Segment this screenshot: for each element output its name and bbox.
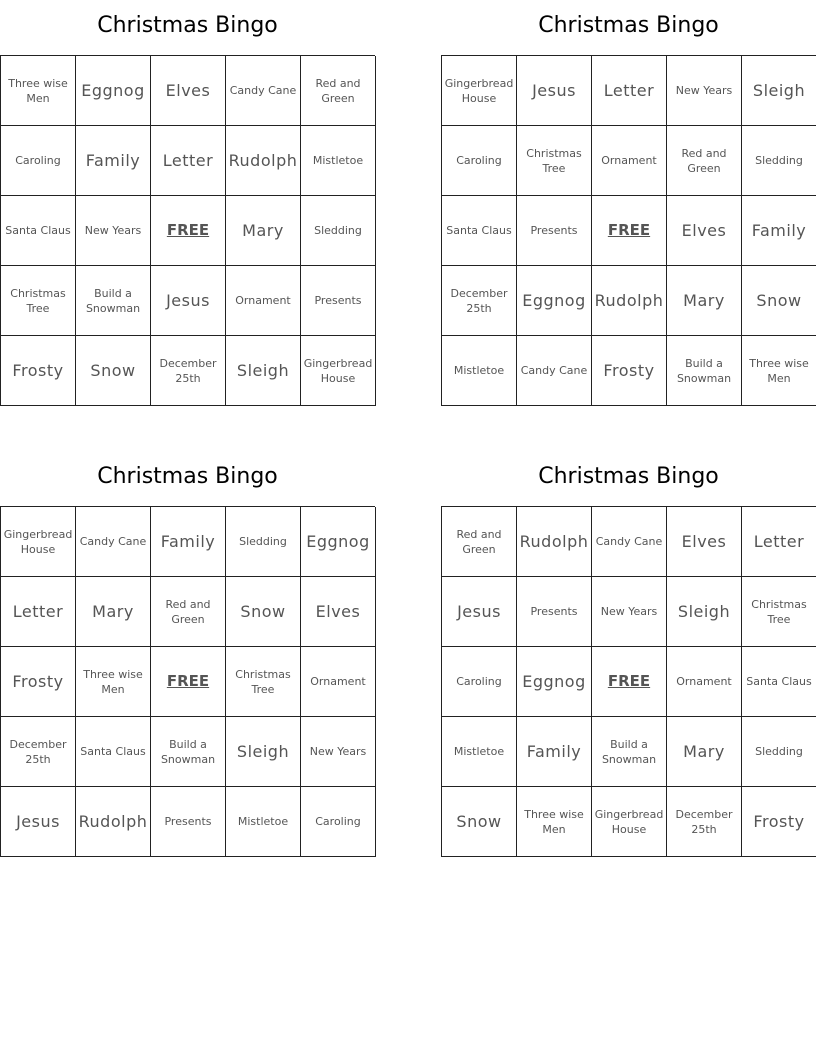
bingo-cell: Snow bbox=[226, 577, 301, 647]
bingo-cell: Candy Cane bbox=[592, 507, 667, 577]
bingo-cell: Rudolph bbox=[592, 266, 667, 336]
bingo-cell: Elves bbox=[301, 577, 376, 647]
bingo-grid bbox=[0, 506, 375, 857]
bingo-cell: New Years bbox=[301, 717, 376, 787]
bingo-cell: Caroling bbox=[442, 126, 517, 196]
bingo-cell: Mary bbox=[76, 577, 151, 647]
free-space-cell: FREE bbox=[592, 647, 667, 717]
bingo-cell: Santa Claus bbox=[76, 717, 151, 787]
bingo-cell: December 25th bbox=[442, 266, 517, 336]
bingo-cell: Sledding bbox=[226, 507, 301, 577]
card-title: Christmas Bingo bbox=[538, 463, 719, 489]
card-title: Christmas Bingo bbox=[97, 463, 278, 489]
bingo-cell: Build a Snowman bbox=[151, 717, 226, 787]
bingo-cell: Mistletoe bbox=[442, 336, 517, 406]
bingo-cell: Candy Cane bbox=[517, 336, 592, 406]
bingo-cell: Snow bbox=[442, 787, 517, 857]
bingo-cell: Jesus bbox=[442, 577, 517, 647]
bingo-cell: Red and Green bbox=[301, 56, 376, 126]
bingo-cell: Letter bbox=[1, 577, 76, 647]
card-title: Christmas Bingo bbox=[97, 12, 278, 38]
bingo-cell: Rudolph bbox=[76, 787, 151, 857]
bingo-cell: Santa Claus bbox=[442, 196, 517, 266]
bingo-cell: Sledding bbox=[742, 126, 816, 196]
bingo-cell: Presents bbox=[301, 266, 376, 336]
bingo-cell: Rudolph bbox=[226, 126, 301, 196]
bingo-cell: Sleigh bbox=[667, 577, 742, 647]
bingo-cell: Snow bbox=[742, 266, 816, 336]
bingo-cell: Gingerbread House bbox=[592, 787, 667, 857]
bingo-cell: Christmas Tree bbox=[1, 266, 76, 336]
bingo-cell: Christmas Tree bbox=[742, 577, 816, 647]
bingo-cell: Sledding bbox=[301, 196, 376, 266]
bingo-cell: Eggnog bbox=[76, 56, 151, 126]
bingo-cell: Ornament bbox=[667, 647, 742, 717]
bingo-cell: Three wise Men bbox=[1, 56, 76, 126]
bingo-cell: Presents bbox=[151, 787, 226, 857]
bingo-cell: Family bbox=[151, 507, 226, 577]
bingo-cell: Christmas Tree bbox=[517, 126, 592, 196]
bingo-cell: New Years bbox=[76, 196, 151, 266]
bingo-grid bbox=[0, 55, 375, 406]
free-space-cell: FREE bbox=[592, 196, 667, 266]
free-space-cell: FREE bbox=[151, 196, 226, 266]
bingo-grid bbox=[441, 506, 816, 857]
bingo-cell: Sleigh bbox=[226, 717, 301, 787]
bingo-cell: Family bbox=[76, 126, 151, 196]
bingo-cell: Red and Green bbox=[151, 577, 226, 647]
bingo-cell: Jesus bbox=[517, 56, 592, 126]
bingo-cell: Family bbox=[517, 717, 592, 787]
bingo-cell: Frosty bbox=[1, 647, 76, 717]
bingo-cell: Eggnog bbox=[301, 507, 376, 577]
bingo-cell: Family bbox=[742, 196, 816, 266]
bingo-cell: Mistletoe bbox=[301, 126, 376, 196]
bingo-cell: Christmas Tree bbox=[226, 647, 301, 717]
bingo-cell: Mistletoe bbox=[226, 787, 301, 857]
bingo-cell: Santa Claus bbox=[1, 196, 76, 266]
bingo-cell: Build a Snowman bbox=[667, 336, 742, 406]
bingo-cell: Presents bbox=[517, 196, 592, 266]
card-title: Christmas Bingo bbox=[538, 12, 719, 38]
bingo-cell: Presents bbox=[517, 577, 592, 647]
bingo-cell: Gingerbread House bbox=[1, 507, 76, 577]
bingo-cell: Mary bbox=[667, 717, 742, 787]
bingo-cell: Mistletoe bbox=[442, 717, 517, 787]
bingo-cell: Letter bbox=[592, 56, 667, 126]
bingo-cell: Caroling bbox=[1, 126, 76, 196]
free-space-cell: FREE bbox=[151, 647, 226, 717]
bingo-cell: Mary bbox=[667, 266, 742, 336]
bingo-cell: Sleigh bbox=[742, 56, 816, 126]
bingo-cell: Caroling bbox=[442, 647, 517, 717]
bingo-cell: Gingerbread House bbox=[301, 336, 376, 406]
bingo-cell: Three wise Men bbox=[76, 647, 151, 717]
bingo-cell: Snow bbox=[76, 336, 151, 406]
bingo-cell: Elves bbox=[667, 196, 742, 266]
bingo-cell: Sledding bbox=[742, 717, 816, 787]
bingo-cell: December 25th bbox=[1, 717, 76, 787]
bingo-cell: Santa Claus bbox=[742, 647, 816, 717]
bingo-cell: Sleigh bbox=[226, 336, 301, 406]
bingo-cell: Three wise Men bbox=[742, 336, 816, 406]
bingo-cell: Red and Green bbox=[442, 507, 517, 577]
bingo-cell: Ornament bbox=[301, 647, 376, 717]
bingo-cell: New Years bbox=[667, 56, 742, 126]
bingo-cell: Candy Cane bbox=[76, 507, 151, 577]
bingo-cell: Jesus bbox=[1, 787, 76, 857]
bingo-cell: Jesus bbox=[151, 266, 226, 336]
bingo-cell: Mary bbox=[226, 196, 301, 266]
bingo-cell: Candy Cane bbox=[226, 56, 301, 126]
bingo-cell: Eggnog bbox=[517, 647, 592, 717]
bingo-cell: Red and Green bbox=[667, 126, 742, 196]
bingo-cell: December 25th bbox=[667, 787, 742, 857]
bingo-cell: New Years bbox=[592, 577, 667, 647]
bingo-cell: Elves bbox=[151, 56, 226, 126]
bingo-cell: Frosty bbox=[592, 336, 667, 406]
bingo-cell: Caroling bbox=[301, 787, 376, 857]
bingo-grid bbox=[441, 55, 816, 406]
bingo-cell: Elves bbox=[667, 507, 742, 577]
bingo-cell: Build a Snowman bbox=[76, 266, 151, 336]
bingo-cell: Rudolph bbox=[517, 507, 592, 577]
bingo-cell: Letter bbox=[151, 126, 226, 196]
bingo-cell: Ornament bbox=[592, 126, 667, 196]
bingo-cell: Three wise Men bbox=[517, 787, 592, 857]
bingo-cell: Frosty bbox=[1, 336, 76, 406]
bingo-cell: Build a Snowman bbox=[592, 717, 667, 787]
bingo-cell: Ornament bbox=[226, 266, 301, 336]
bingo-cell: December 25th bbox=[151, 336, 226, 406]
bingo-cell: Frosty bbox=[742, 787, 816, 857]
bingo-cell: Gingerbread House bbox=[442, 56, 517, 126]
bingo-cell: Letter bbox=[742, 507, 816, 577]
bingo-cell: Eggnog bbox=[517, 266, 592, 336]
